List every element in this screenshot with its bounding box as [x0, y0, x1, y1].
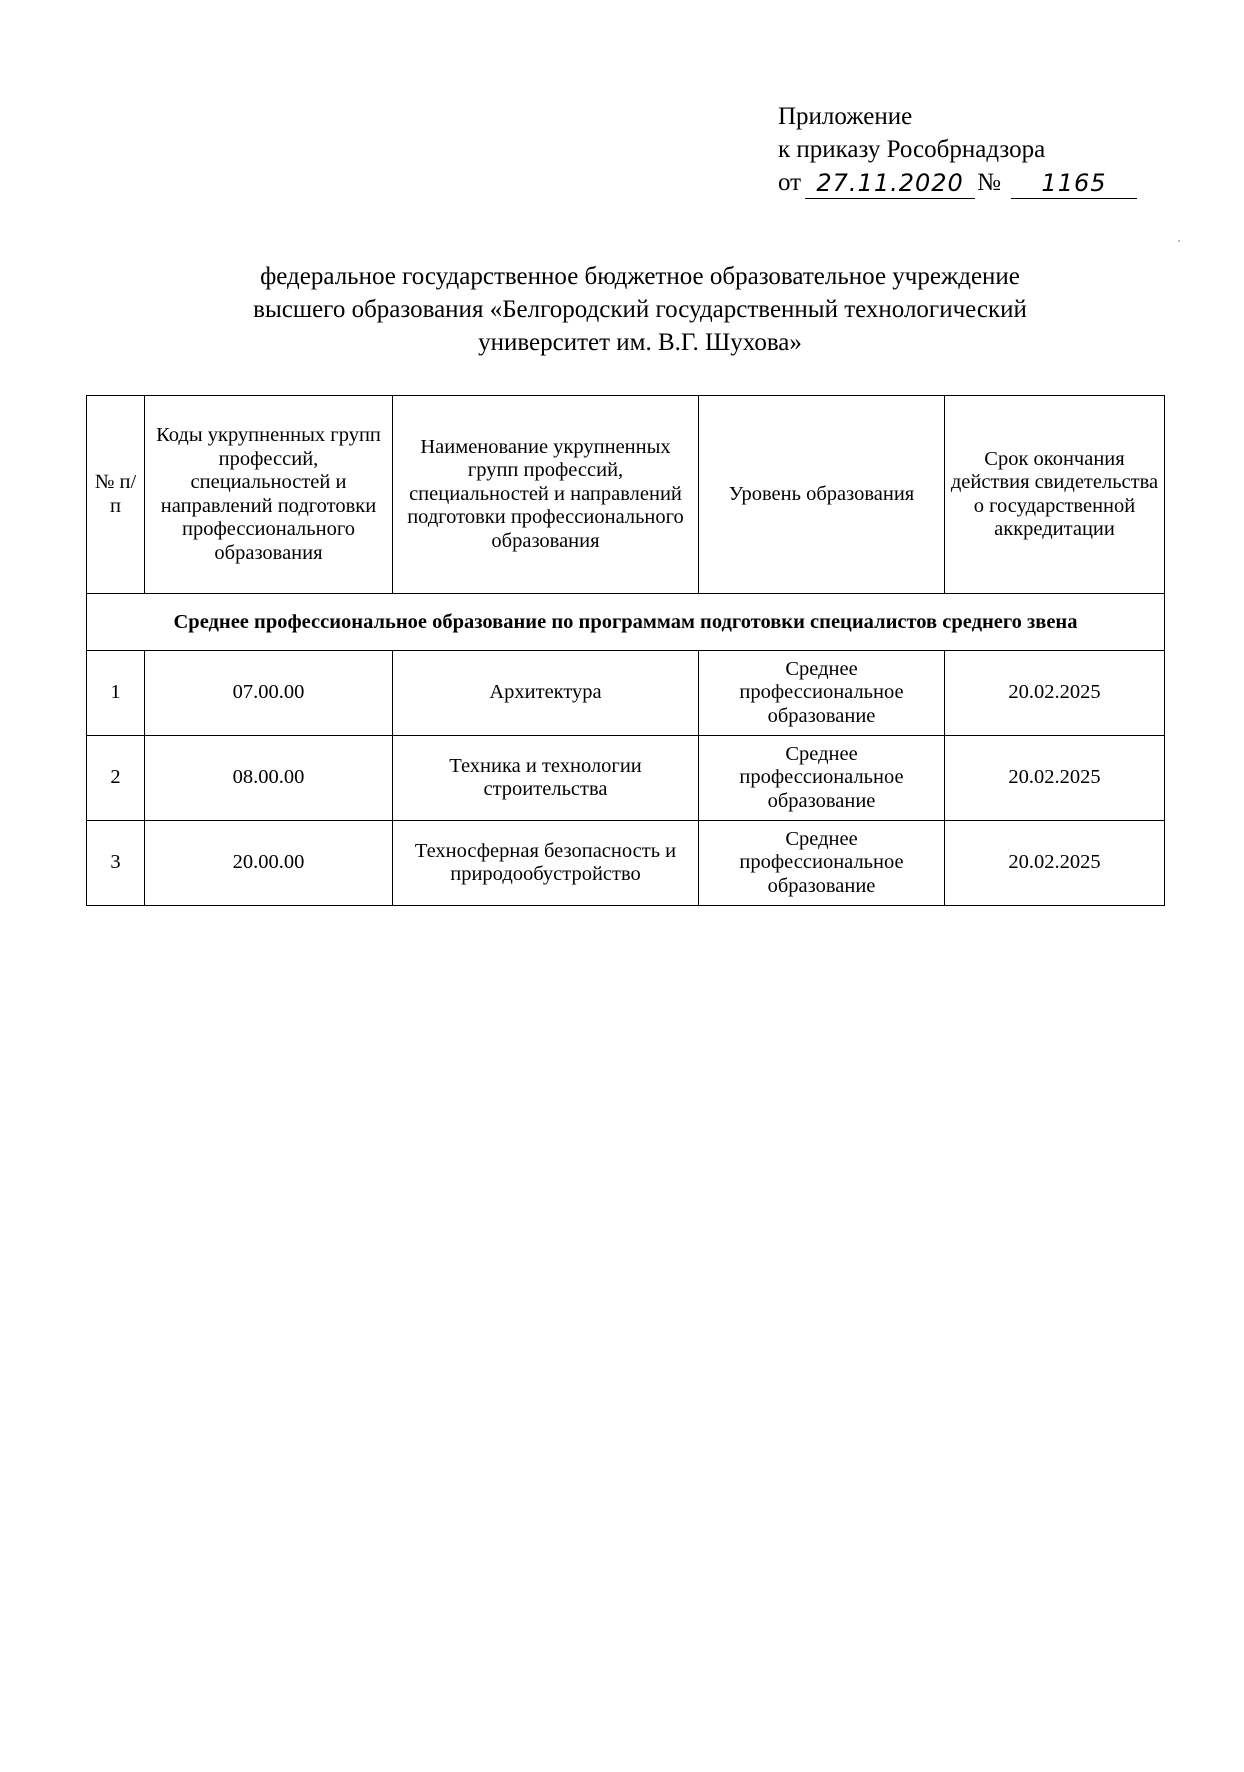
table-row	[87, 651, 1165, 736]
table-header-row	[87, 396, 1165, 594]
section-row	[87, 594, 1165, 651]
header-level: Уровень образования	[699, 396, 945, 594]
row-name: Техносферная безопасность и природообустройство	[393, 821, 699, 906]
organization-line-2: высшего образования «Белгородский государственный технологический	[253, 296, 1027, 323]
row-expiry: 20.02.2025	[945, 821, 1165, 906]
row-level: Среднее профессиональное образование	[699, 821, 945, 906]
header-names: Наименование укрупненных групп профессий, специальностей и направлений подготовки профессионального образования	[393, 396, 699, 594]
row-number: 3	[87, 821, 145, 906]
row-level: Среднее профессиональное образование	[699, 736, 945, 821]
organization-line-3: университет им. В.Г. Шухова»	[478, 329, 802, 356]
organization-name	[150, 260, 1130, 359]
number-sign: №	[977, 169, 1001, 196]
organization-line-1: федеральное государственное бюджетное образовательное учреждение	[260, 263, 1020, 290]
from-label: от	[778, 169, 802, 196]
row-number: 1	[87, 651, 145, 736]
row-number: 2	[87, 736, 145, 821]
header-expiry: Срок окончания действия свидетельства о государственной аккредитации	[945, 396, 1165, 594]
order-date-number	[778, 166, 1137, 199]
handwritten-date: 27.11.2020	[805, 168, 975, 199]
row-code: 07.00.00	[145, 651, 393, 736]
appendix-order-ref: к приказу Рособрнадзора	[778, 136, 1046, 163]
row-code: 20.00.00	[145, 821, 393, 906]
row-level: Среднее профессиональное образование	[699, 651, 945, 736]
row-name: Техника и технологии строительства	[393, 736, 699, 821]
row-name: Архитектура	[393, 651, 699, 736]
scan-speck	[1178, 240, 1180, 242]
section-title: Среднее профессиональное образование по программам подготовки специалистов среднего звена	[87, 594, 1165, 651]
header-codes: Коды укрупненных групп профессий, специальностей и направлений подготовки профессионального образования	[145, 396, 393, 594]
accreditation-table	[86, 395, 1165, 906]
header-number: № п/п	[87, 396, 145, 594]
table-row	[87, 821, 1165, 906]
row-code: 08.00.00	[145, 736, 393, 821]
appendix-title: Приложение	[778, 103, 913, 130]
row-expiry: 20.02.2025	[945, 651, 1165, 736]
row-expiry: 20.02.2025	[945, 736, 1165, 821]
handwritten-number: 1165	[1011, 168, 1137, 199]
appendix-block	[778, 100, 1137, 199]
table-row	[87, 736, 1165, 821]
